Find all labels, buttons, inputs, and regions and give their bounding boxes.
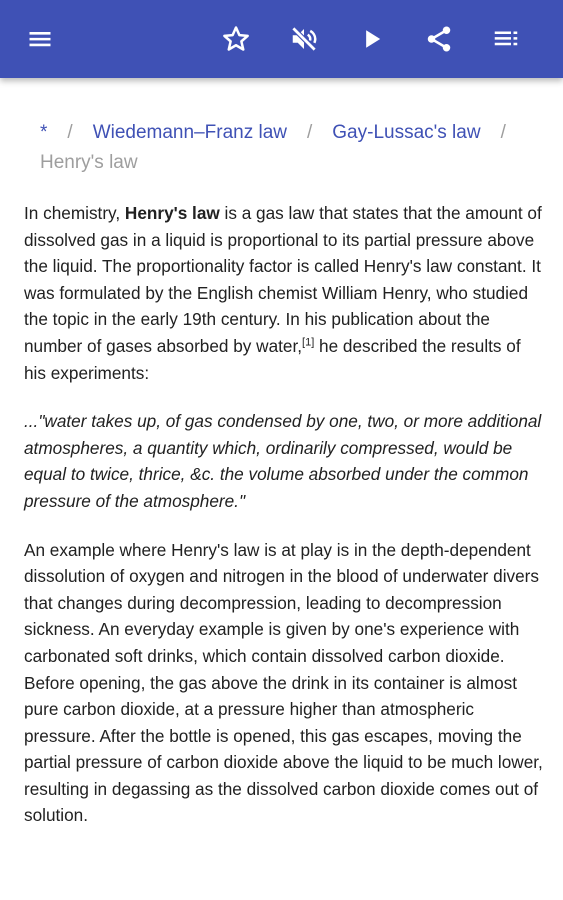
favorite-button[interactable] <box>216 19 256 59</box>
quote-paragraph: ..."water takes up, of gas condensed by one, two, or more additional atmospheres, a quantity which, ordinarily compressed, would be equal to twice, thrice, &c. the volume absorbed under the common pressure of the atmosphere." <box>24 411 542 511</box>
intro-text-lead: In chemistry, <box>24 203 125 223</box>
breadcrumb-item-gay-lussac[interactable]: Gay-Lussac's law <box>332 122 481 143</box>
breadcrumb <box>24 118 544 178</box>
menu-icon <box>26 25 54 53</box>
article-term: Henry's law <box>124 203 220 223</box>
breadcrumb-separator: / <box>500 122 506 143</box>
volume-off-icon <box>289 24 319 54</box>
star-outline-icon <box>221 24 251 54</box>
reference-link[interactable]: [1] <box>302 336 315 349</box>
menu-button[interactable] <box>20 19 60 59</box>
breadcrumb-item-wiedemann-franz[interactable]: Wiedemann–Franz law <box>92 122 287 143</box>
share-icon <box>424 24 454 54</box>
breadcrumb-separator: / <box>67 122 73 143</box>
breadcrumb-separator: / <box>307 122 313 143</box>
intro-paragraph <box>24 200 544 386</box>
intro-text-body: is a gas law that states that the amount of dissolved gas in a liquid is proportional to its partial pressure above the liquid. The proportionality factor is called Henry's law constant. It was formulated by the English chemist William Henry, who studied the topic in the early 19th century. In his publication about the number of gases absorbed by water, <box>24 203 542 356</box>
article-content <box>24 118 544 829</box>
share-button[interactable] <box>419 19 459 59</box>
intro-text-end: he described the results of his experiments: <box>24 335 521 383</box>
play-icon <box>358 25 386 53</box>
breadcrumb-current: Henry's law <box>40 152 138 173</box>
playlist-button[interactable] <box>486 19 526 59</box>
mute-button[interactable] <box>284 19 324 59</box>
play-button[interactable] <box>352 19 392 59</box>
example-paragraph: An example where Henry's law is at play is in the depth-dependent dissolution of oxygen and nitrogen in the blood of underwater divers that changes during decompression, leading to decompression sickness. An everyday example is given by one's experience with carbonated soft drinks, which contain dissolved carbon dioxide. Before opening, the gas above the drink in its container is almost pure carbon dioxide, at a pressure higher than atmospheric pressure. After the bottle is opened, this gas escapes, moving the partial pressure of carbon dioxide above the liquid to be much lower, resulting in degassing as the dissolved carbon dioxide comes out of solution. <box>24 539 543 826</box>
app-toolbar <box>0 0 563 78</box>
breadcrumb-home-link[interactable]: * <box>40 122 48 143</box>
playlist-icon <box>491 24 521 54</box>
